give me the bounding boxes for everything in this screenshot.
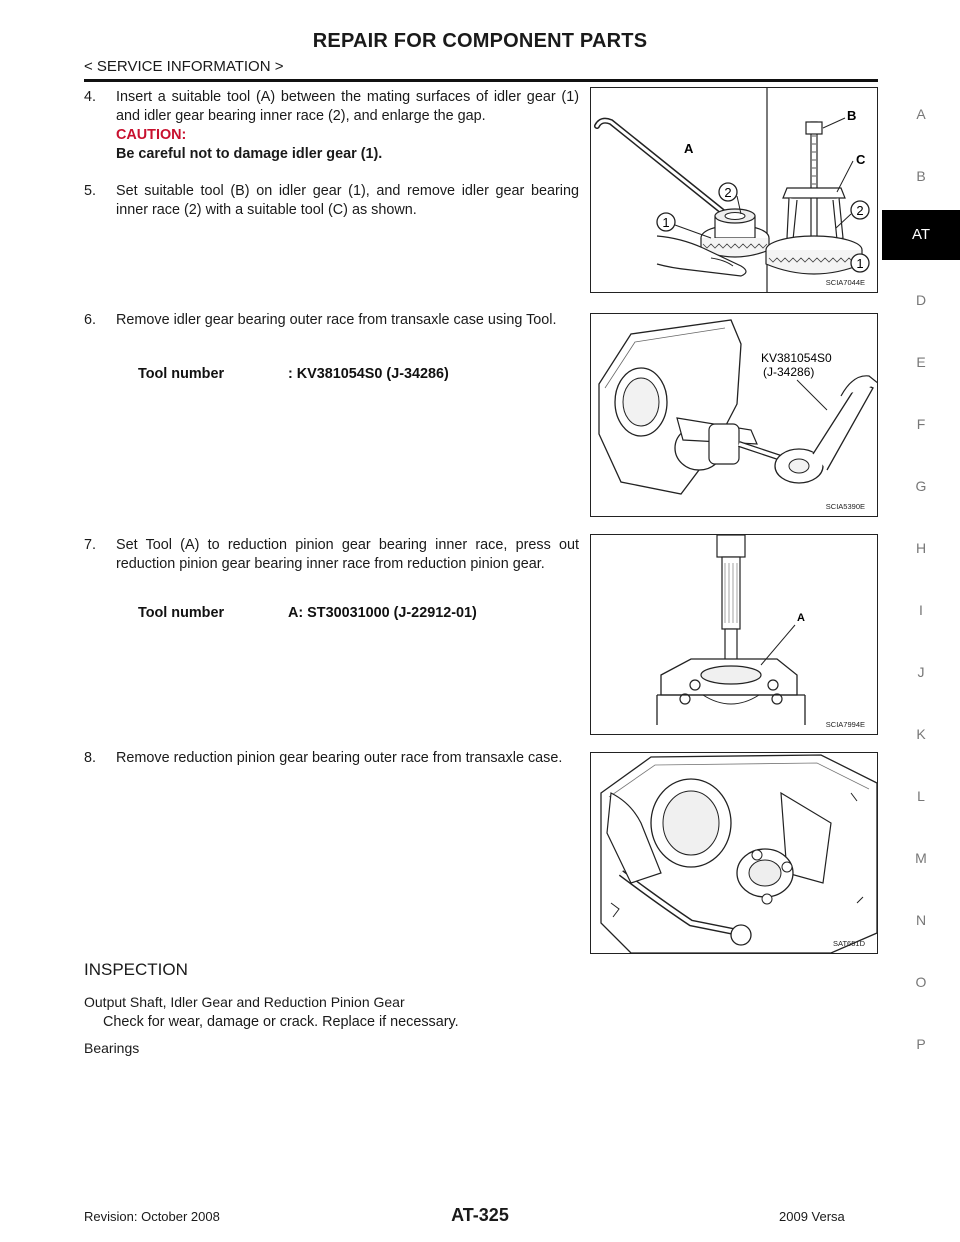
callout-1-left: 1 bbox=[662, 215, 670, 230]
step-4-number: 4. bbox=[84, 89, 97, 105]
figure-outer-race-removal bbox=[590, 313, 878, 517]
tool-number-label: Tool number bbox=[138, 605, 225, 621]
step-6-number: 6. bbox=[84, 312, 97, 328]
transaxle-case-illustration bbox=[591, 314, 878, 517]
figure-code: SCIA5390E bbox=[825, 502, 865, 511]
step-8-text: Remove reduction pinion gear bearing outer race from transaxle case. bbox=[116, 750, 563, 766]
side-index-l[interactable]: L bbox=[917, 788, 925, 804]
step-7-number: 7. bbox=[84, 537, 97, 553]
step-8-number: 8. bbox=[84, 750, 97, 766]
label-a: A bbox=[684, 141, 694, 156]
step-7 bbox=[84, 536, 579, 574]
step-4-text: Insert a suitable tool (A) between the mating surfaces of idler gear (1) and idler gear bearing inner race (2), and enlarge the gap. bbox=[116, 89, 579, 124]
step-7-text: Set Tool (A) to reduction pinion gear bearing inner race, press out reduction pinion gear bearing inner race from reduction pinion gear. bbox=[116, 537, 579, 572]
caution-text: Be careful not to damage idler gear (1). bbox=[116, 146, 383, 162]
page-title: REPAIR FOR COMPONENT PARTS bbox=[312, 30, 648, 52]
inspection-subheading-bearings: Bearings bbox=[84, 1040, 140, 1056]
callout-2-right: 2 bbox=[856, 203, 864, 218]
caution-label: CAUTION: bbox=[116, 127, 187, 143]
side-index-o[interactable]: O bbox=[915, 974, 927, 990]
side-index-a[interactable]: A bbox=[916, 106, 926, 122]
tool-callout-line2: (J-34286) bbox=[763, 365, 815, 379]
step-4 bbox=[84, 88, 579, 164]
side-index-n[interactable]: N bbox=[915, 912, 927, 928]
figure-inner-race-press bbox=[590, 534, 878, 735]
header-rule bbox=[84, 79, 878, 82]
side-index-f[interactable]: F bbox=[916, 416, 926, 432]
side-index-h[interactable]: H bbox=[915, 540, 927, 556]
callout-2-left: 2 bbox=[724, 185, 732, 200]
side-index-p[interactable]: P bbox=[916, 1036, 926, 1052]
tool-number-label: Tool number bbox=[138, 366, 225, 382]
side-index-i[interactable]: I bbox=[919, 602, 923, 618]
inspection-shaft-text: Check for wear, damage or crack. Replace if necessary. bbox=[103, 1014, 459, 1030]
page-number: AT-325 bbox=[451, 1205, 509, 1225]
figure-code: SCIA7044E bbox=[825, 278, 865, 287]
figure-idler-gear-removal bbox=[590, 87, 878, 293]
label-b: B bbox=[847, 108, 857, 123]
side-index-d[interactable]: D bbox=[915, 292, 927, 308]
step-5-number: 5. bbox=[84, 183, 97, 199]
step-5 bbox=[84, 182, 579, 220]
side-index-j[interactable]: J bbox=[917, 664, 925, 680]
figure-pinion-race-removal bbox=[590, 752, 878, 954]
step-6 bbox=[84, 311, 579, 330]
case-puller-illustration bbox=[591, 753, 878, 954]
revision-date: Revision: October 2008 bbox=[84, 1209, 220, 1224]
side-index-b[interactable]: B bbox=[916, 168, 926, 184]
step-6-text: Remove idler gear bearing outer race from transaxle case using Tool. bbox=[116, 312, 557, 328]
figure-code: SAT651D bbox=[833, 939, 865, 948]
label-a: A bbox=[797, 612, 805, 624]
tool-number-value: : KV381054S0 (J-34286) bbox=[288, 366, 449, 382]
step-8 bbox=[84, 749, 579, 768]
figure-code: SCIA7994E bbox=[825, 720, 865, 729]
step-5-text: Set suitable tool (B) on idler gear (1), and remove idler gear bearing inner race (2) with a suitable tool (C) as shown. bbox=[116, 183, 579, 218]
inspection-subheading-shaft: Output Shaft, Idler Gear and Reduction Pinion Gear bbox=[84, 994, 405, 1010]
side-index-g[interactable]: G bbox=[915, 478, 927, 494]
tool-number-value: A: ST30031000 (J-22912-01) bbox=[288, 605, 477, 621]
side-index-at[interactable]: AT bbox=[882, 210, 960, 260]
press-illustration bbox=[591, 535, 878, 735]
inspection-heading: INSPECTION bbox=[84, 960, 188, 979]
idler-gear-illustration bbox=[591, 88, 878, 293]
tool-callout-line1: KV381054S0 bbox=[761, 351, 832, 365]
section-header: < SERVICE INFORMATION > bbox=[84, 58, 284, 75]
side-index-m[interactable]: M bbox=[915, 850, 927, 866]
model-year: 2009 Versa bbox=[779, 1209, 845, 1224]
callout-1-right: 1 bbox=[856, 256, 864, 271]
label-c: C bbox=[856, 152, 866, 167]
side-index-e[interactable]: E bbox=[916, 354, 926, 370]
side-index-k[interactable]: K bbox=[916, 726, 926, 742]
